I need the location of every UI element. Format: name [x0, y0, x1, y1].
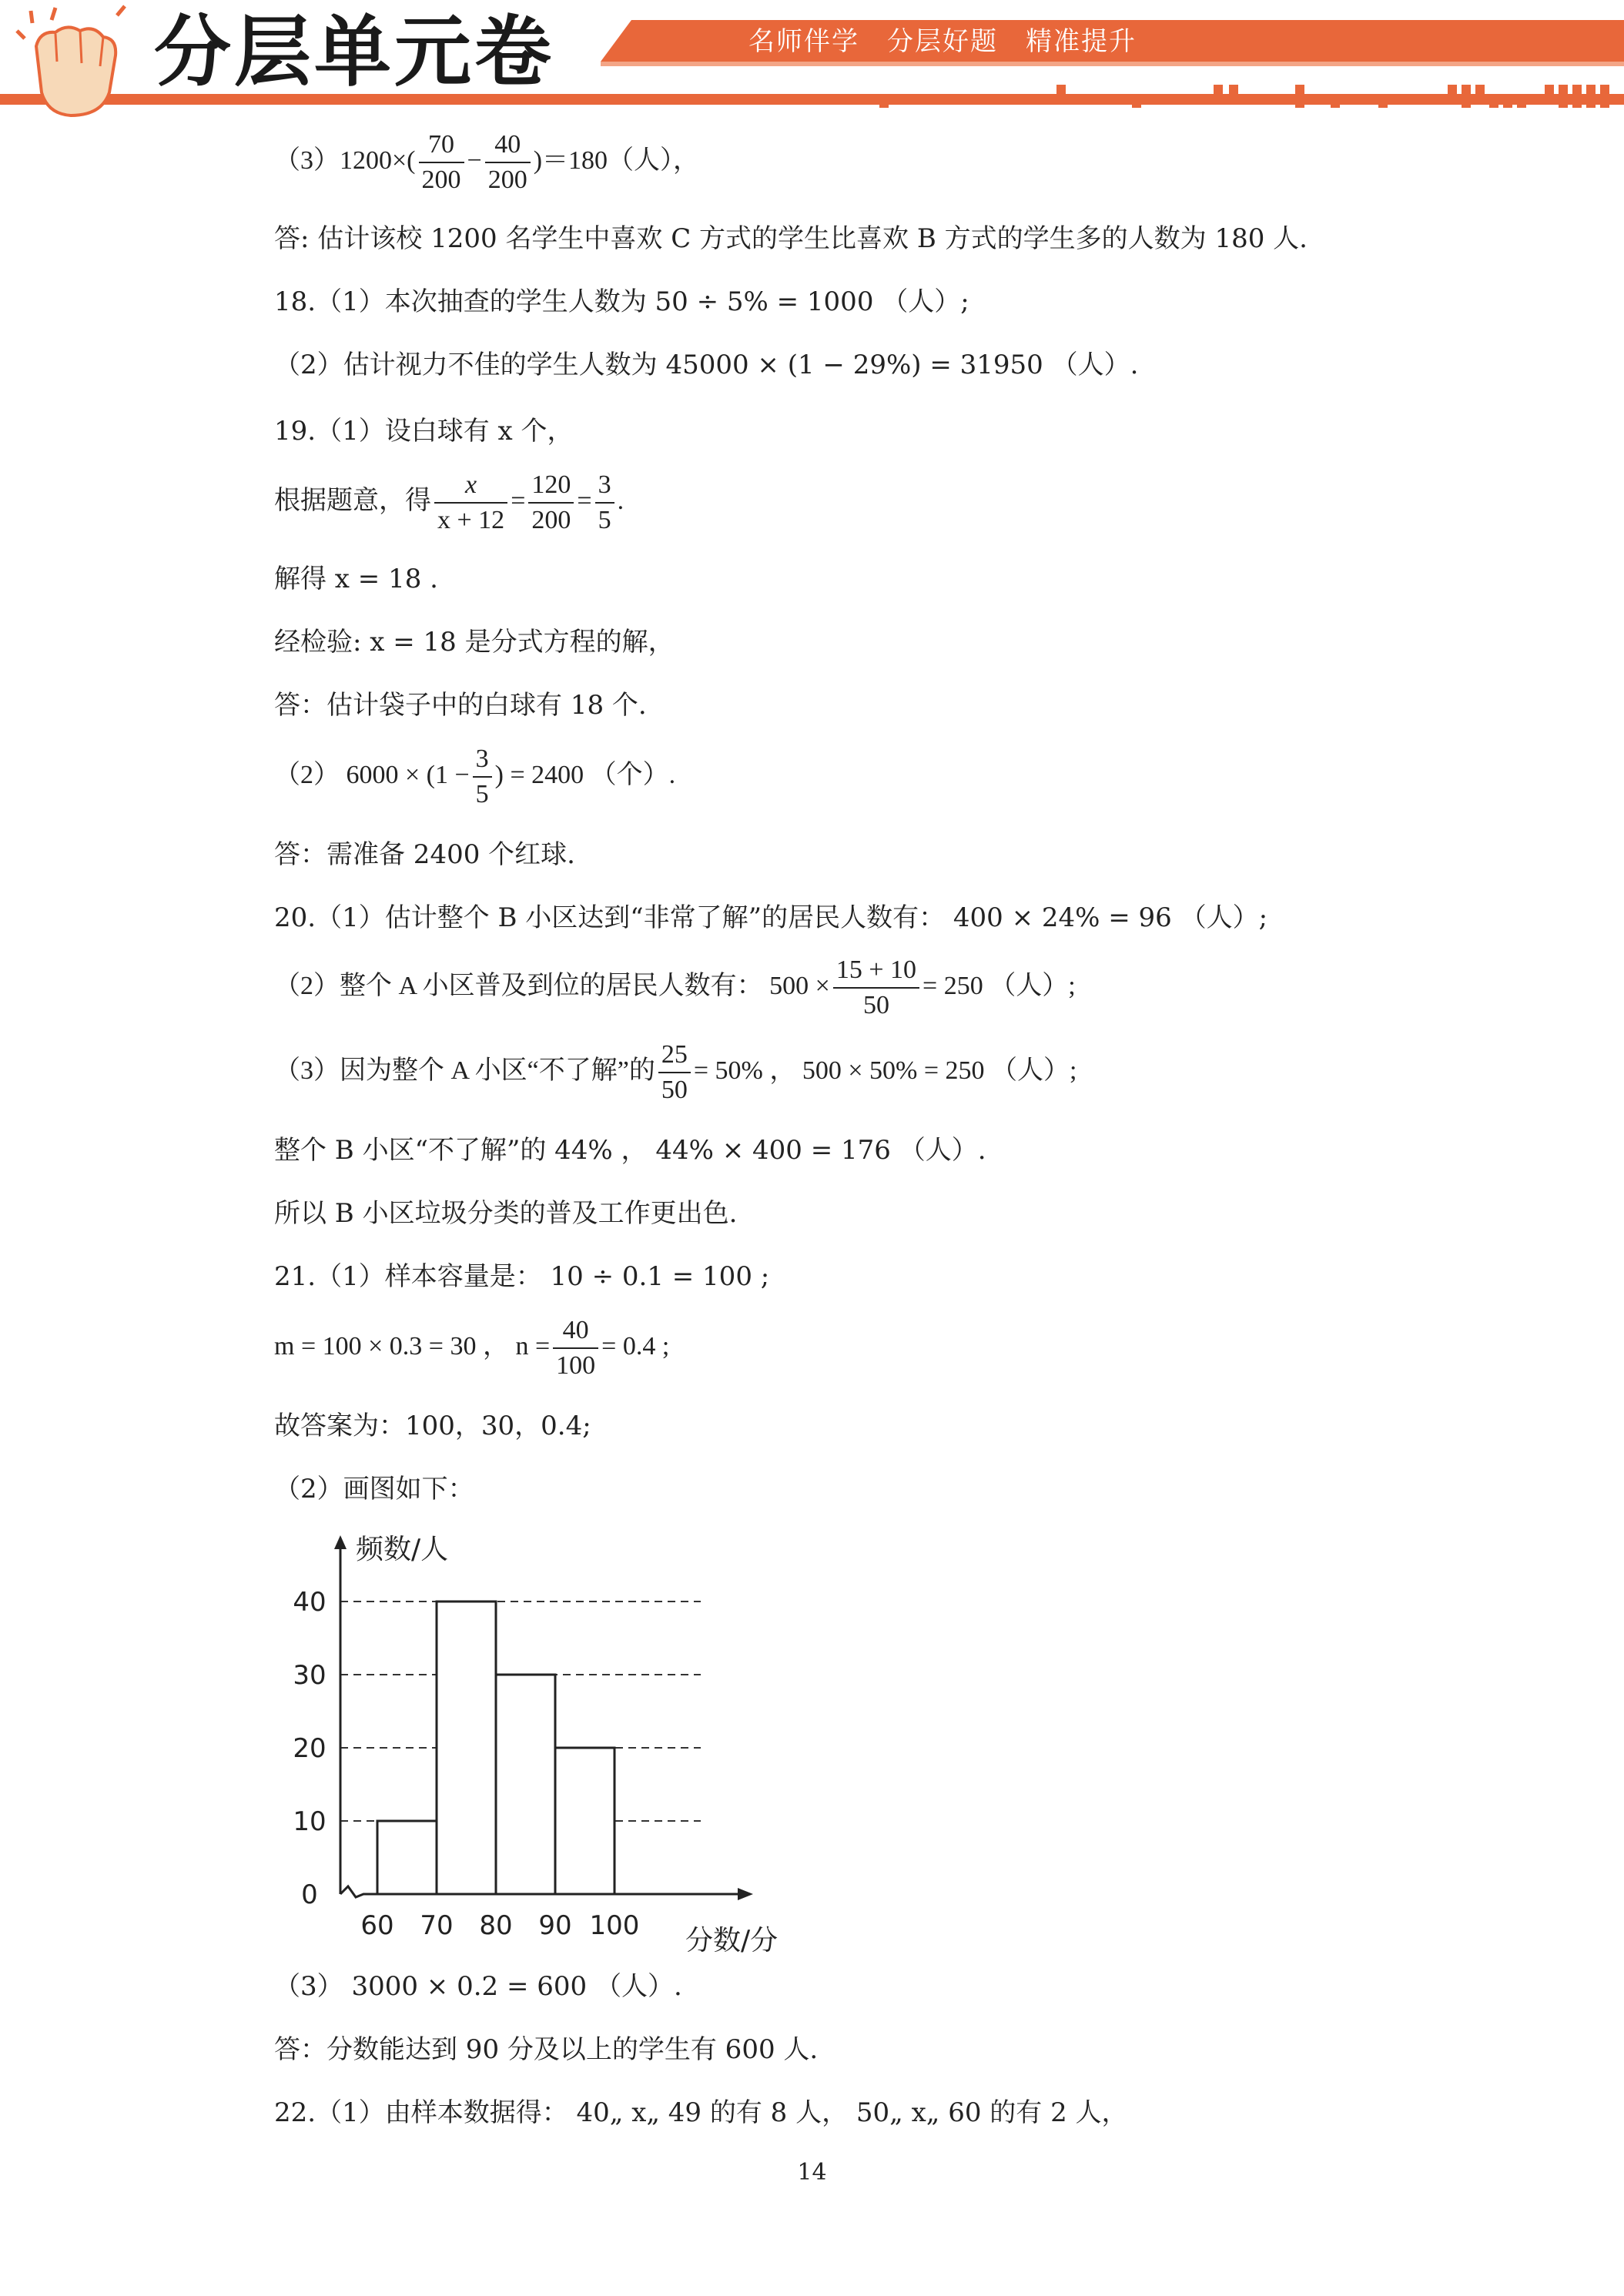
answer-21-1: 21.（1）样本容量是： 10 ÷ 0.1 = 100 ; [274, 1261, 770, 1292]
y-tick-label: 40 [293, 1587, 326, 1618]
decor-square [1517, 99, 1526, 108]
answer-22-1: 22.（1）由样本数据得： 40„ x„ 49 的有 8 人， 50„ x„ 60 的有 2 人， [274, 2097, 1128, 2128]
decor-square [1132, 99, 1141, 108]
decor-square [1295, 85, 1304, 94]
decor-square [1586, 99, 1596, 108]
x-axis-arrow-icon [738, 1888, 753, 1900]
histogram-bar [496, 1675, 555, 1894]
x-tick-label: 70 [420, 1910, 454, 1941]
fist-logo-icon [9, 0, 140, 135]
answer-19-2-conclusion: 答：需准备 2400 个红球. [274, 839, 575, 870]
x-axis-label: 分数/分 [685, 1925, 779, 1956]
x-tick-label: 60 [360, 1910, 394, 1941]
decor-square [1600, 99, 1609, 108]
answer-21-conclusion: 答：分数能达到 90 分及以上的学生有 600 人. [274, 2034, 819, 2065]
decor-square [1559, 85, 1568, 94]
decor-square [1503, 99, 1512, 108]
answer-21-2-title: （2）画图如下： [274, 1474, 474, 1504]
histogram-bar [437, 1602, 496, 1894]
answer-20-conclusion: 所以 B 小区垃圾分类的普及工作更出色. [274, 1198, 738, 1229]
decor-square [1331, 99, 1340, 108]
decor-square [1462, 85, 1471, 94]
x-tick-label: 80 [479, 1910, 513, 1941]
y-tick-label: 20 [293, 1733, 326, 1764]
decor-square [1545, 85, 1554, 94]
decor-square [1489, 99, 1498, 108]
histogram-bar [555, 1748, 614, 1894]
answer-17-conclusion: 答: 估计该校 1200 名学生中喜欢 C 方式的学生比喜欢 B 方式的学生多的人数为 180 人. [274, 223, 1308, 254]
y-tick-label: 10 [293, 1806, 326, 1837]
answer-21-3: （3） 3000 × 0.2 = 600 （人）. [274, 1971, 682, 2002]
answer-19-check: 经检验: x = 18 是分式方程的解， [274, 627, 675, 658]
answer-20-2: （2）整个 A 小区普及到位的居民人数有： 500 × $\frac{15 + 10}{50}$ = 250 （人）; [274, 953, 1076, 1022]
answer-21-mn: m = 100 × 0.3 = 30 ， n = $\frac{40}{100}$ = 0.4 ; [274, 1314, 669, 1383]
answer-19-2-equation: （2） 6000 × (1 − $\frac{3}{5}$ ) = 2400 （个）. [274, 742, 675, 812]
decor-square [1572, 85, 1582, 94]
decor-square [1600, 85, 1609, 94]
answer-20-3: （3）因为整个 A 小区“不了解”的 $\frac{25}{50}$ = 50% ， 500 × 50% = 250 （人）; [274, 1038, 1077, 1107]
decor-square [1378, 99, 1388, 108]
decor-square [1229, 85, 1238, 94]
decor-square [879, 99, 889, 108]
answer-17-3-equation: （3）1200×( $\frac{70}{200}$ − $\frac{40}{200}$ )＝180（人）， [274, 128, 699, 197]
x-tick-label: 100 [589, 1910, 640, 1941]
answer-19-1-conclusion: 答：估计袋子中的白球有 18 个. [274, 690, 647, 721]
answer-18-2: （2）估计视力不佳的学生人数为 45000 × (1 − 29%) = 31950 （人）. [274, 350, 1139, 380]
y-axis-arrow-icon [334, 1535, 347, 1549]
y-tick-label: 0 [301, 1879, 318, 1910]
answer-19-equation: 根据题意，得 $\frac{x}{x + 12}$ = $\frac{120}{200}$ = $\frac{3}{5}$ . [274, 468, 624, 537]
page-number: 14 [797, 2159, 827, 2186]
header-tagline: 名师伴学 分层好题 精准提升 [748, 26, 1137, 57]
decor-square [1295, 99, 1304, 108]
answer-18-1: 18.（1）本次抽查的学生人数为 50 ÷ 5% = 1000 （人）; [274, 286, 969, 317]
x-tick-label: 90 [538, 1910, 572, 1941]
frequency-histogram [270, 1525, 809, 1956]
y-tick-label: 30 [293, 1660, 326, 1691]
decor-square [1214, 85, 1223, 94]
y-axis-label: 频数/人 [356, 1534, 449, 1565]
brand-title: 分层单元卷 [154, 7, 554, 97]
decor-square [1462, 99, 1471, 108]
decor-square [1572, 99, 1582, 108]
page-header [0, 0, 1624, 139]
decor-square [1559, 99, 1568, 108]
answer-20-1: 20.（1）估计整个 B 小区达到“非常了解”的居民人数有： 400 × 24% = 96 （人）; [274, 902, 1268, 933]
answer-19-1: 19.（1）设白球有 x 个， [274, 416, 574, 447]
decor-square [1448, 85, 1457, 94]
histogram-bar [377, 1821, 437, 1894]
decor-square [1586, 85, 1596, 94]
decor-square [1056, 85, 1066, 94]
answer-20-b: 整个 B 小区“不了解”的 44% ， 44% × 400 = 176 （人）. [274, 1135, 986, 1166]
answer-19-solve: 解得 x = 18 . [274, 564, 438, 594]
decor-square [1475, 85, 1485, 94]
answer-21-result: 故答案为：100，30，0.4; [274, 1411, 591, 1441]
